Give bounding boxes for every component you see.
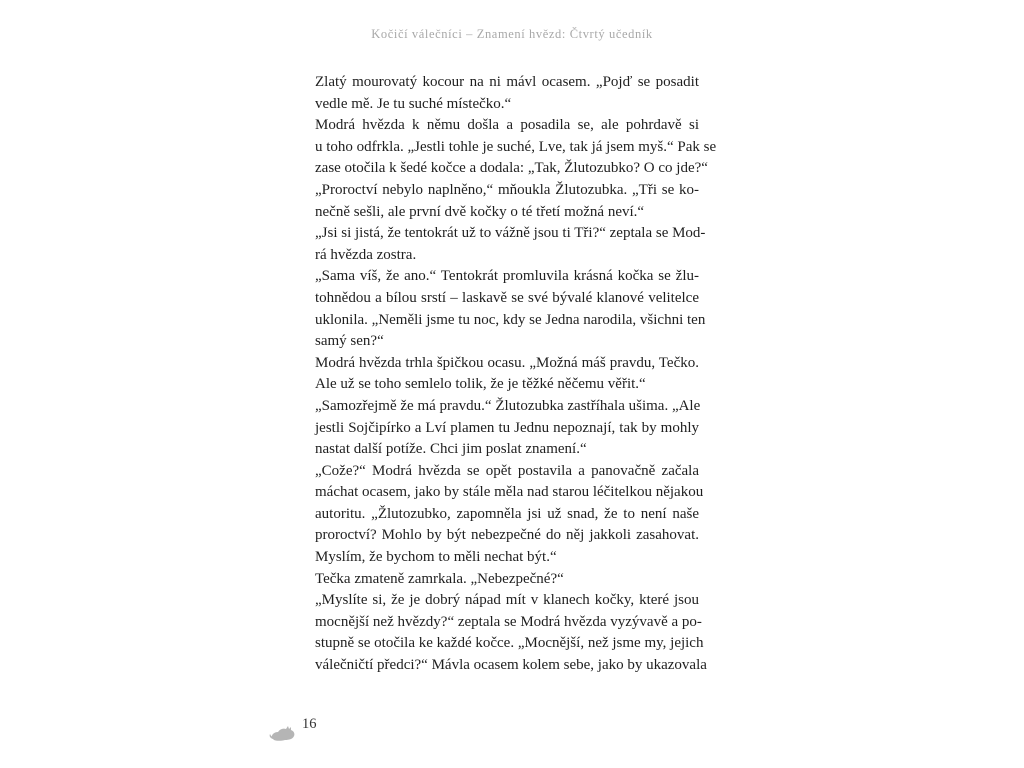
page-footer <box>269 716 329 746</box>
text-line: u toho odfrkla. „Jestli tohle je suché, Lve, tak já jsem myš.“ Pak se <box>315 138 717 155</box>
text-line: zase otočila k šedé kočce a dodala: „Tak, Žlutozubko? O co jde?“ <box>315 160 708 177</box>
text-line: „Proroctví nebylo naplněno,“ mňoukla Žlutozubka. „Tři se ko- <box>315 181 699 198</box>
text-line: máchat ocasem, jako by stále měla nad starou léčitelkou nějakou <box>315 484 704 501</box>
text-line: stupně se otočila ke každé kočce. „Mocnější, než jsme my, jejich <box>315 635 704 652</box>
text-line: válečničtí předci?“ Mávla ocasem kolem sebe, jako by ukazovala <box>315 657 707 674</box>
text-line: autoritu. „Žlutozubko, zapomněla jsi už snad, že to není naše <box>315 505 699 522</box>
text-line: Modrá hvězda k němu došla a posadila se, ale pohrdavě si <box>315 117 699 134</box>
text-line: „Samozřejmě že má pravdu.“ Žlutozubka zastříhala ušima. „Ale <box>315 397 701 414</box>
body-text <box>315 72 717 677</box>
text-line: samý sen?“ <box>315 333 384 350</box>
text-line: „Myslíte si, že je dobrý nápad mít v klanech kočky, které jsou <box>315 592 699 609</box>
text-line: nastat další potíže. Chci jim poslat znamení.“ <box>315 441 587 458</box>
text-line: jestli Sojčipírko a Lví plamen tu Jednu nepoznají, tak by mohly <box>315 419 699 436</box>
text-line: uklonila. „Neměli jsme tu noc, kdy se Jedna narodila, všichni ten <box>315 311 706 328</box>
text-line: „Sama víš, že ano.“ Tentokrát promluvila krásná kočka se žlu- <box>315 268 699 285</box>
text-line: Modrá hvězda trhla špičkou ocasu. „Možná máš pravdu, Tečko. <box>315 354 699 371</box>
text-line: „Cože?“ Modrá hvězda se opět postavila a panovačně začala <box>315 462 699 479</box>
text-line: Myslím, že bychom to měli nechat být.“ <box>315 549 557 566</box>
cat-silhouette-icon <box>269 718 299 744</box>
running-title: Kočičí válečníci – Znamení hvězd: Čtvrtý učedník <box>371 27 653 41</box>
text-line: vedle mě. Je tu suché místečko.“ <box>315 95 512 112</box>
page-number: 16 <box>302 716 317 732</box>
text-line: Zlatý mourovatý kocour na ni mávl ocasem. „Pojď se posadit <box>315 74 699 90</box>
text-line: rá hvězda zostra. <box>315 246 417 263</box>
text-line: „Jsi si jistá, že tentokrát už to vážně jsou ti Tři?“ zeptala se Mod- <box>315 225 706 242</box>
text-line: nečně sešli, ale první dvě kočky o té třetí možná neví.“ <box>315 203 645 220</box>
text-line: mocnější než hvězdy?“ zeptala se Modrá hvězda vyzývavě a po- <box>315 613 702 630</box>
text-line: Ale už se toho semlelo tolik, že je těžké něčemu věřit.“ <box>315 376 646 393</box>
text-line: proroctví? Mohlo by být nebezpečné do něj jakkoli zasahovat. <box>315 527 699 544</box>
text-line: tohnědou a bílou srstí – laskavě se své bývalé klanové velitelce <box>315 289 699 306</box>
text-line: Tečka zmateně zamrkala. „Nebezpečné?“ <box>315 570 564 587</box>
